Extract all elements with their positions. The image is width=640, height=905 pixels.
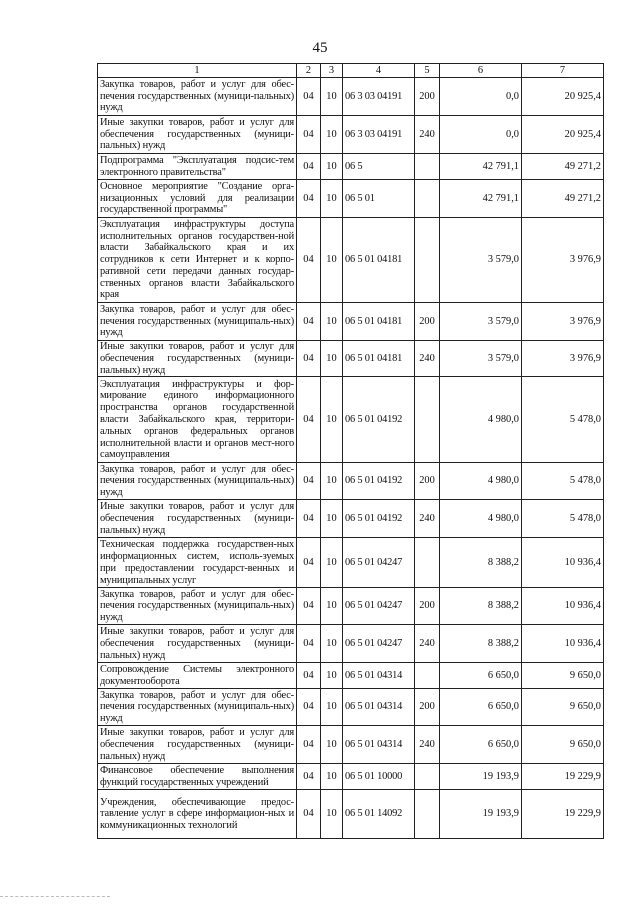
row-section: 04: [297, 663, 321, 689]
table-row: [98, 341, 604, 377]
row-expense-type: [415, 764, 440, 790]
header-col-7: 7: [522, 64, 604, 78]
row-name: Учреждения, обеспечивающие предос-тавление услуг в сфере информацион-ных и коммуникационных технологий: [98, 790, 297, 839]
row-amount-1: 6 650,0: [440, 663, 522, 689]
row-section: 04: [297, 377, 321, 463]
table-row: [98, 764, 604, 790]
row-expense-type: [415, 538, 440, 588]
row-subsection: 10: [321, 218, 343, 303]
row-subsection: 10: [321, 116, 343, 154]
row-amount-2: 49 271,2: [522, 180, 604, 218]
header-col-1: 1: [98, 64, 297, 78]
row-amount-1: 6 650,0: [440, 689, 522, 726]
row-amount-1: 19 193,9: [440, 764, 522, 790]
row-target-code: 06 5 01: [343, 180, 415, 218]
row-name: Подпрограмма "Эксплуатация подсис-тем электронного правительства": [98, 154, 297, 180]
header-col-5: 5: [415, 64, 440, 78]
header-col-6: 6: [440, 64, 522, 78]
row-target-code: 06 5 01 04247: [343, 588, 415, 625]
row-subsection: 10: [321, 500, 343, 538]
table-header-row: [98, 64, 604, 78]
row-section: 04: [297, 180, 321, 218]
table-row: [98, 790, 604, 839]
row-amount-2: 10 936,4: [522, 588, 604, 625]
row-amount-1: 42 791,1: [440, 154, 522, 180]
row-amount-1: 8 388,2: [440, 625, 522, 663]
row-section: 04: [297, 78, 321, 116]
row-amount-1: 0,0: [440, 78, 522, 116]
row-subsection: 10: [321, 377, 343, 463]
row-expense-type: 240: [415, 116, 440, 154]
table-row: [98, 218, 604, 303]
row-section: 04: [297, 218, 321, 303]
row-amount-2: 3 976,9: [522, 341, 604, 377]
header-col-4: 4: [343, 64, 415, 78]
table-row: [98, 625, 604, 663]
row-name: Закупка товаров, работ и услуг для обес-печения государственных (муници-пальных) нужд: [98, 78, 297, 116]
row-subsection: 10: [321, 625, 343, 663]
row-amount-1: 4 980,0: [440, 500, 522, 538]
row-expense-type: 240: [415, 341, 440, 377]
row-amount-1: 4 980,0: [440, 463, 522, 500]
row-section: 04: [297, 689, 321, 726]
row-section: 04: [297, 588, 321, 625]
row-expense-type: 200: [415, 303, 440, 341]
row-subsection: 10: [321, 726, 343, 764]
row-target-code: 06 5 01 04247: [343, 538, 415, 588]
row-name: Иные закупки товаров, работ и услуг для обеспечения государственных (муници-пальных) нужд: [98, 625, 297, 663]
row-expense-type: 200: [415, 78, 440, 116]
row-section: 04: [297, 625, 321, 663]
row-name: Иные закупки товаров, работ и услуг для обеспечения государственных (муници-пальных) нужд: [98, 726, 297, 764]
row-subsection: 10: [321, 180, 343, 218]
row-target-code: 06 5 01 04314: [343, 726, 415, 764]
row-subsection: 10: [321, 341, 343, 377]
row-target-code: 06 5 01 14092: [343, 790, 415, 839]
row-target-code: 06 5 01 04314: [343, 689, 415, 726]
row-amount-2: 5 478,0: [522, 500, 604, 538]
row-amount-1: 0,0: [440, 116, 522, 154]
row-amount-1: 3 579,0: [440, 218, 522, 303]
row-amount-2: 5 478,0: [522, 463, 604, 500]
row-target-code: 06 5: [343, 154, 415, 180]
row-expense-type: 200: [415, 463, 440, 500]
row-amount-2: 19 229,9: [522, 790, 604, 839]
table-row: [98, 538, 604, 588]
row-expense-type: [415, 180, 440, 218]
row-expense-type: [415, 154, 440, 180]
row-expense-type: [415, 377, 440, 463]
row-amount-1: 3 579,0: [440, 303, 522, 341]
header-col-3: 3: [321, 64, 343, 78]
row-amount-2: 9 650,0: [522, 726, 604, 764]
header-col-2: 2: [297, 64, 321, 78]
budget-table: [97, 63, 604, 839]
table-row: [98, 500, 604, 538]
row-name: Иные закупки товаров, работ и услуг для обеспечения государственных (муници-пальных) нужд: [98, 341, 297, 377]
row-expense-type: 240: [415, 500, 440, 538]
row-amount-1: 8 388,2: [440, 538, 522, 588]
row-expense-type: [415, 663, 440, 689]
row-target-code: 06 5 01 04192: [343, 463, 415, 500]
row-expense-type: 200: [415, 689, 440, 726]
row-section: 04: [297, 726, 321, 764]
table-row: [98, 303, 604, 341]
row-name: Иные закупки товаров, работ и услуг для обеспечения государственных (муници-пальных) нужд: [98, 116, 297, 154]
row-subsection: 10: [321, 538, 343, 588]
row-amount-1: 3 579,0: [440, 341, 522, 377]
table-row: [98, 726, 604, 764]
row-target-code: 06 5 01 04247: [343, 625, 415, 663]
scan-edge-line: [0, 896, 110, 897]
row-target-code: 06 5 01 04181: [343, 303, 415, 341]
row-section: 04: [297, 463, 321, 500]
row-expense-type: 240: [415, 726, 440, 764]
row-amount-1: 6 650,0: [440, 726, 522, 764]
row-subsection: 10: [321, 689, 343, 726]
row-section: 04: [297, 154, 321, 180]
page-number: 45: [312, 40, 328, 56]
row-section: 04: [297, 116, 321, 154]
row-amount-2: 20 925,4: [522, 78, 604, 116]
table-row: [98, 180, 604, 218]
row-target-code: 06 5 01 04314: [343, 663, 415, 689]
row-subsection: 10: [321, 663, 343, 689]
row-target-code: 06 3 03 04191: [343, 78, 415, 116]
table-body: [98, 78, 604, 839]
row-amount-2: 49 271,2: [522, 154, 604, 180]
row-subsection: 10: [321, 463, 343, 500]
row-section: 04: [297, 303, 321, 341]
row-amount-2: 3 976,9: [522, 303, 604, 341]
row-section: 04: [297, 341, 321, 377]
row-expense-type: [415, 218, 440, 303]
row-amount-2: 3 976,9: [522, 218, 604, 303]
row-subsection: 10: [321, 764, 343, 790]
table-row: [98, 663, 604, 689]
row-amount-1: 42 791,1: [440, 180, 522, 218]
row-name: Техническая поддержка государствен-ных информационных систем, исполь-зуемых при предоставлении государст-венных и муниципальных услуг: [98, 538, 297, 588]
row-target-code: 06 5 01 10000: [343, 764, 415, 790]
row-subsection: 10: [321, 588, 343, 625]
row-section: 04: [297, 538, 321, 588]
row-expense-type: 240: [415, 625, 440, 663]
row-subsection: 10: [321, 303, 343, 341]
row-name: Эксплуатация инфраструктуры и фор-мирование единого информационного пространства органов государственной власти Забайкальского края, территори-альных органов федеральных органов исполнительной власти и органов мест-ного самоуправления: [98, 377, 297, 463]
row-amount-2: 10 936,4: [522, 538, 604, 588]
row-amount-2: 9 650,0: [522, 663, 604, 689]
row-expense-type: [415, 790, 440, 839]
table-row: [98, 588, 604, 625]
row-expense-type: 200: [415, 588, 440, 625]
row-name: Закупка товаров, работ и услуг для обес-печения государственных (муниципаль-ных) нужд: [98, 463, 297, 500]
table-row: [98, 377, 604, 463]
row-name: Закупка товаров, работ и услуг для обес-печения государственных (муниципаль-ных) нужд: [98, 588, 297, 625]
row-name: Финансовое обеспечение выполнения функций государственных учреждений: [98, 764, 297, 790]
row-amount-2: 9 650,0: [522, 689, 604, 726]
row-amount-2: 20 925,4: [522, 116, 604, 154]
table-row: [98, 78, 604, 116]
row-amount-1: 4 980,0: [440, 377, 522, 463]
row-amount-1: 8 388,2: [440, 588, 522, 625]
row-section: 04: [297, 764, 321, 790]
row-subsection: 10: [321, 154, 343, 180]
row-name: Сопровождение Системы электронного документооборота: [98, 663, 297, 689]
row-amount-2: 5 478,0: [522, 377, 604, 463]
row-section: 04: [297, 790, 321, 839]
row-subsection: 10: [321, 78, 343, 116]
row-name: Закупка товаров, работ и услуг для обес-печения государственных (муниципаль-ных) нужд: [98, 689, 297, 726]
row-target-code: 06 5 01 04192: [343, 377, 415, 463]
row-target-code: 06 3 03 04191: [343, 116, 415, 154]
table-row: [98, 463, 604, 500]
row-amount-2: 19 229,9: [522, 764, 604, 790]
row-amount-1: 19 193,9: [440, 790, 522, 839]
row-subsection: 10: [321, 790, 343, 839]
row-name: Закупка товаров, работ и услуг для обес-печения государственных (муниципаль-ных) нужд: [98, 303, 297, 341]
row-amount-2: 10 936,4: [522, 625, 604, 663]
row-name: Эксплуатация инфраструктуры доступа исполнительных органов государствен-ной власти Забайкальского края и их сотрудников к сети Интернет и к корпо-ративной сети передачи данных государ-ственных органов власти Забайкальского края: [98, 218, 297, 303]
row-target-code: 06 5 01 04181: [343, 218, 415, 303]
table-row: [98, 154, 604, 180]
row-target-code: 06 5 01 04192: [343, 500, 415, 538]
row-name: Иные закупки товаров, работ и услуг для обеспечения государственных (муници-пальных) нужд: [98, 500, 297, 538]
table-row: [98, 116, 604, 154]
row-name: Основное мероприятие "Создание орга-низационных условий для реализации государственной программы": [98, 180, 297, 218]
row-target-code: 06 5 01 04181: [343, 341, 415, 377]
table-row: [98, 689, 604, 726]
row-section: 04: [297, 500, 321, 538]
